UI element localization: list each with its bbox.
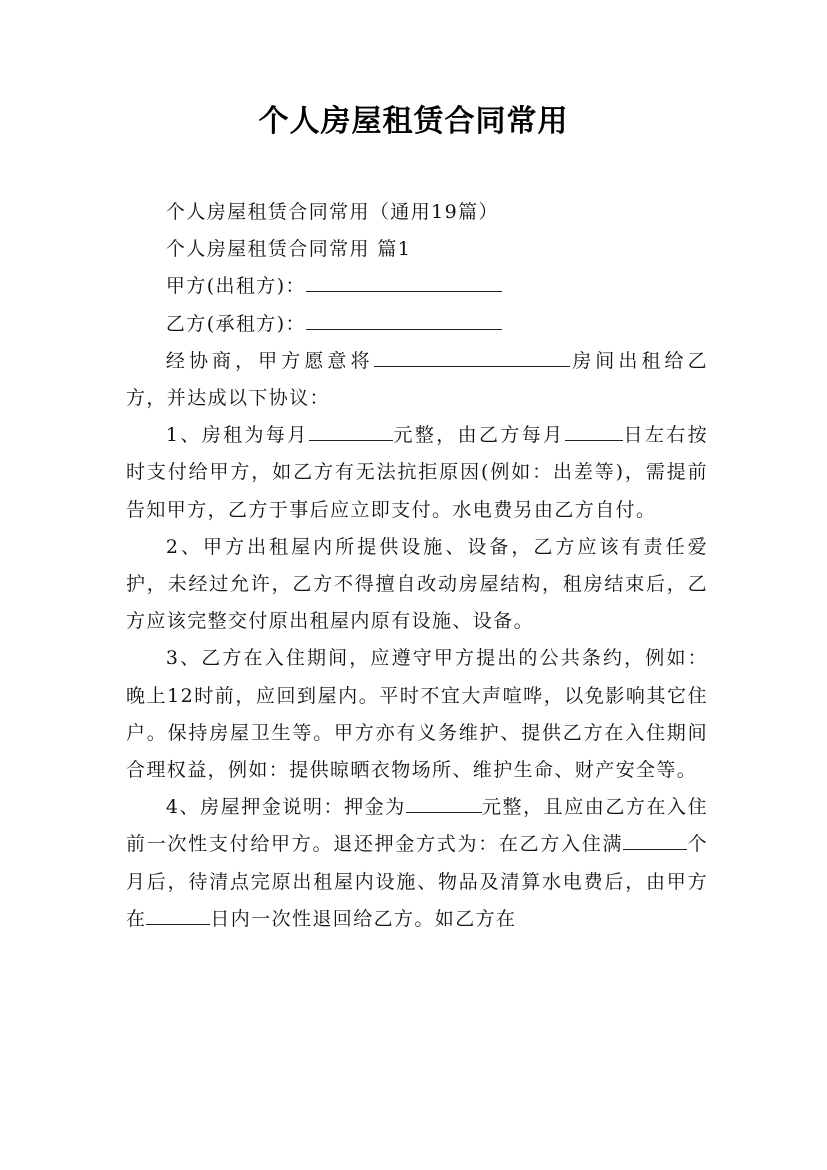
party-a-line [126, 268, 708, 305]
clause-1-part-3: 日左右按时支付给甲方，如乙方有无法抗拒原因(例如：出差等)，需提前告知甲方，乙方于事后应立即支付。水电费另由乙方自付。 [126, 424, 708, 521]
party-b-blank [306, 307, 502, 330]
section-heading: 个人房屋租赁合同常用 篇1 [165, 238, 412, 261]
room-blank [374, 344, 570, 367]
clause-4-part-1: 4、房屋押金说明：押金为 [165, 796, 406, 819]
document-subtitle: 个人房屋租赁合同常用（通用19篇） [165, 201, 499, 223]
clause-1 [126, 417, 708, 529]
intro-before-blank: 经协商，甲方愿意将 [165, 349, 374, 372]
intro-after-blank: 房间出租给乙方，并达成以下协议： [126, 349, 709, 410]
rent-amount-blank [309, 418, 393, 441]
clause-4-part-4: 日内一次性退回给乙方。如乙方在 [210, 907, 517, 930]
document-title: 个人房屋租赁合同常用 [258, 104, 569, 139]
party-a-label: 甲方(出租方)： [165, 275, 306, 298]
clause-4-part-2: 元整，且应由乙方在入住前一次性支付给甲方。退还押金方式为：在乙方入住满 [126, 796, 709, 856]
intro-paragraph [126, 343, 708, 417]
clause-4-part-3: 个月后，待清点完原出租屋内设施、物品及清算水电费后，由甲方在 [126, 833, 709, 930]
clause-1-part-2: 元整，由乙方每月 [392, 424, 565, 447]
payment-day-blank [565, 418, 623, 441]
party-b-label: 乙方(承租方)： [165, 312, 306, 335]
party-a-blank [306, 269, 502, 292]
deposit-amount-blank [406, 790, 482, 813]
document-body [126, 194, 708, 938]
refund-days-blank [146, 902, 210, 925]
clause-2: 2、甲方出租屋内所提供设施、设备，乙方应该有责任爱护，未经过允许，乙方不得擅自改动房屋结构，租房结束后，乙方应该完整交付原出租屋内原有设施、设备。 [126, 535, 708, 633]
party-b-line [126, 306, 708, 343]
clause-3: 3、乙方在入住期间，应遵守甲方提出的公共条约，例如：晚上12时前，应回到屋内。平时不宜大声喧哗，以免影响其它住户。保持房屋卫生等。甲方亦有义务维护、提供乙方在入住期间合理权益，例如：提供晾晒衣物场所、维护生命、财产安全等。 [126, 647, 708, 782]
months-blank [623, 827, 687, 850]
clause-1-part-1: 1、房租为每月 [165, 424, 309, 447]
clause-4 [126, 789, 708, 938]
